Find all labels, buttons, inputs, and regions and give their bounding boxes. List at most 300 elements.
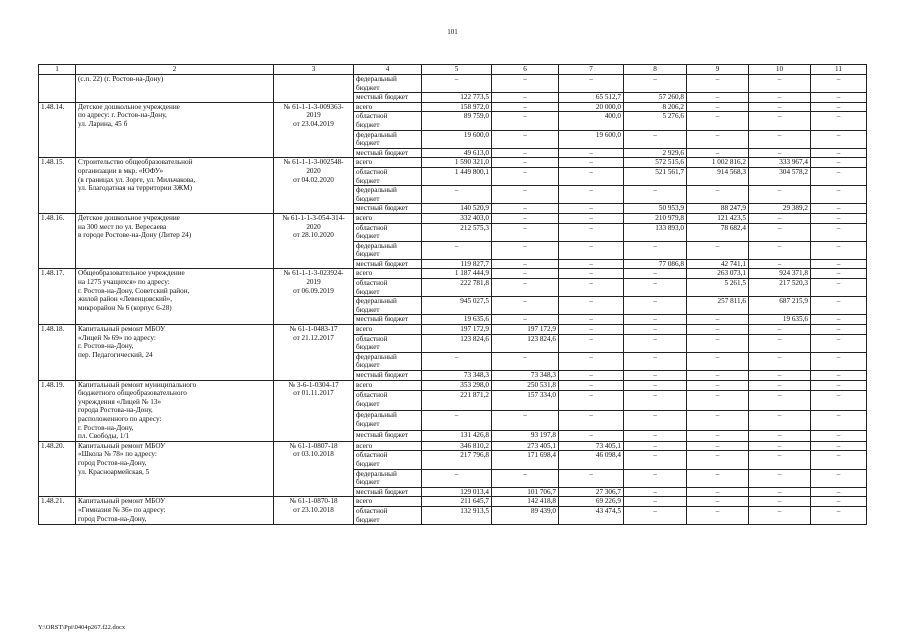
amount-cell: 88 247,9 <box>687 204 749 214</box>
amount-cell: – <box>811 297 867 315</box>
amount-cell: 49 613,0 <box>422 148 492 158</box>
amount-cell: – <box>749 325 811 335</box>
amount-cell: 77 086,8 <box>624 259 687 269</box>
funding-source-line: местный бюджет <box>356 371 409 379</box>
item-code: 1.48.21. <box>39 497 76 525</box>
amount-cell: 1 590 321,0 <box>422 158 492 168</box>
amount-cell: – <box>749 75 811 93</box>
amount-cell: – <box>624 269 687 279</box>
amount-cell: – <box>492 241 559 259</box>
amount-cell: – <box>559 411 624 431</box>
amount-cell: 42 741,1 <box>687 259 749 269</box>
amount-cell: – <box>422 75 492 93</box>
amount-cell: – <box>492 158 559 168</box>
amount-cell: 197 172,9 <box>492 325 559 335</box>
amount-cell: – <box>687 325 749 335</box>
amount-cell: 69 226,9 <box>559 497 624 507</box>
funding-source <box>354 148 422 158</box>
expertise-conclusion-line: № 61-1-1-3-054-314- <box>282 213 345 222</box>
object-name-line: (с.п. 22) (г. Ростов-на-Дону) <box>78 75 164 83</box>
amount-cell: – <box>559 380 624 391</box>
amount-cell: – <box>687 497 749 507</box>
funding-source <box>354 75 422 93</box>
funding-source-line: местный бюджет <box>356 204 409 213</box>
object-name-line: на 1275 учащихся» по адресу: <box>78 278 170 287</box>
funding-source-line: местный бюджет <box>356 148 409 157</box>
object-name-line: учреждения «Лицей № 13» <box>78 397 162 406</box>
funding-source-line: всего <box>356 441 373 450</box>
amount-cell: – <box>624 469 687 487</box>
amount-cell: 19 635,6 <box>422 315 492 325</box>
amount-cell: 19 600,0 <box>422 130 492 148</box>
amount-cell: – <box>749 148 811 158</box>
table-row <box>39 158 867 168</box>
amount-cell: – <box>624 315 687 325</box>
amount-cell: – <box>811 497 867 507</box>
object-name-line: на 300 мест по ул. Вересаева <box>78 222 167 231</box>
amount-cell: 257 811,6 <box>687 297 749 315</box>
expertise-conclusion-line: 2020 <box>306 222 321 231</box>
amount-cell: – <box>559 334 624 352</box>
amount-cell: 27 306,7 <box>559 487 624 497</box>
funding-source <box>354 186 422 204</box>
expertise-conclusion-line: от 01.11.2017 <box>293 389 334 398</box>
funding-source <box>354 213 422 223</box>
table-row <box>39 380 867 391</box>
amount-cell: – <box>811 223 867 241</box>
amount-cell: – <box>559 241 624 259</box>
object-name-line: ул. Благодатная на территории ЗЖМ) <box>78 184 193 193</box>
funding-source-line: областной <box>356 223 388 232</box>
funding-source-line: федеральный <box>356 469 397 478</box>
amount-cell: – <box>749 441 811 451</box>
object-name-line: Детское дошкольное учреждение <box>78 213 180 222</box>
amount-cell: – <box>811 411 867 431</box>
amount-cell: – <box>492 93 559 103</box>
amount-cell: – <box>811 487 867 497</box>
object-name-line: Общеобразовательное учреждение <box>78 269 185 278</box>
amount-cell: 171 698,4 <box>492 451 559 469</box>
column-number: 9 <box>687 65 749 75</box>
amount-cell: – <box>492 223 559 241</box>
amount-cell: – <box>492 75 559 93</box>
amount-cell: 8 206,2 <box>624 102 687 112</box>
amount-cell: – <box>687 431 749 442</box>
column-number: 11 <box>811 65 867 75</box>
funding-source-line: бюджет <box>356 361 380 370</box>
funding-source-line: местный бюджет <box>356 315 409 324</box>
object-name-line: бюджетного общеобразовательного <box>78 389 187 398</box>
amount-cell: – <box>811 148 867 158</box>
item-code: 1.48.16. <box>39 213 76 269</box>
amount-cell: – <box>624 352 687 370</box>
amount-cell: – <box>811 167 867 185</box>
expertise-conclusion-line: 2019 <box>306 278 321 287</box>
amount-cell: – <box>687 441 749 451</box>
amount-cell: – <box>749 451 811 469</box>
amount-cell: – <box>749 213 811 223</box>
column-number: 3 <box>274 65 354 75</box>
amount-cell: – <box>624 497 687 507</box>
funding-source-line: федеральный <box>356 130 397 139</box>
amount-cell: – <box>811 334 867 352</box>
funding-source-line: областной <box>356 451 388 460</box>
amount-cell: 1 449 800,1 <box>422 167 492 185</box>
amount-cell: 73 405,1 <box>559 441 624 451</box>
amount-cell: – <box>811 506 867 524</box>
amount-cell: – <box>749 223 811 241</box>
amount-cell: – <box>749 112 811 130</box>
amount-cell: 5 276,6 <box>624 112 687 130</box>
funding-source-line: бюджет <box>356 250 380 259</box>
amount-cell: 945 027,5 <box>422 297 492 315</box>
column-number: 4 <box>354 65 422 75</box>
funding-source-line: всего <box>356 325 373 334</box>
funding-source-line: местный бюджет <box>356 93 409 102</box>
amount-cell: 572 515,6 <box>624 158 687 168</box>
funding-source-line: областной <box>356 334 388 343</box>
amount-cell: 46 098,4 <box>559 451 624 469</box>
amount-cell: 89 439,0 <box>492 506 559 524</box>
amount-cell: – <box>811 441 867 451</box>
amount-cell: 140 520,9 <box>422 204 492 214</box>
amount-cell: 93 197,8 <box>492 431 559 442</box>
amount-cell: – <box>422 241 492 259</box>
amount-cell: – <box>559 371 624 381</box>
funding-source <box>354 315 422 325</box>
budget-table <box>38 64 867 525</box>
item-code <box>39 75 76 103</box>
amount-cell: 19 635,6 <box>749 315 811 325</box>
funding-source-line: бюджет <box>356 232 380 241</box>
amount-cell: – <box>811 371 867 381</box>
object-name-line: Строительство общеобразовательной <box>78 158 193 167</box>
expertise-conclusion <box>274 158 354 214</box>
funding-source-line: всего <box>356 213 373 222</box>
object-name-line: пер. Педагогический, 24 <box>78 350 153 359</box>
funding-source <box>354 223 422 241</box>
amount-cell: – <box>687 469 749 487</box>
expertise-conclusion <box>274 380 354 441</box>
item-code: 1.48.20. <box>39 441 76 497</box>
funding-source <box>354 391 422 411</box>
table-row <box>39 497 867 507</box>
funding-source <box>354 102 422 112</box>
object-name <box>76 102 274 158</box>
amount-cell: 1 002 816,2 <box>687 158 749 168</box>
amount-cell: – <box>811 93 867 103</box>
amount-cell: – <box>749 352 811 370</box>
funding-source-line: федеральный <box>356 186 397 195</box>
amount-cell: 142 418,8 <box>492 497 559 507</box>
amount-cell: – <box>559 352 624 370</box>
amount-cell: – <box>811 431 867 442</box>
amount-cell: – <box>811 315 867 325</box>
amount-cell: – <box>687 186 749 204</box>
amount-cell: 121 423,5 <box>687 213 749 223</box>
amount-cell: – <box>687 112 749 130</box>
expertise-conclusion-line: № 61-1-1-3-009363- <box>283 102 344 111</box>
funding-source-line: бюджет <box>356 120 380 129</box>
item-code: 1.48.19. <box>39 380 76 441</box>
table-body <box>39 75 867 525</box>
amount-cell: – <box>492 213 559 223</box>
amount-cell: – <box>811 158 867 168</box>
amount-cell: – <box>687 380 749 391</box>
funding-source <box>354 204 422 214</box>
amount-cell: – <box>687 411 749 431</box>
amount-cell: – <box>811 112 867 130</box>
object-name-line: г. Ростов-на-Дону, <box>78 342 134 351</box>
amount-cell: – <box>492 469 559 487</box>
funding-source-line: всего <box>356 497 373 506</box>
object-name-line: в городе Ростове-на-Дону (Литер 24) <box>78 231 192 240</box>
amount-cell: – <box>492 112 559 130</box>
funding-source-line: бюджет <box>356 515 380 524</box>
expertise-conclusion <box>274 75 354 103</box>
object-name <box>76 325 274 381</box>
object-name-line: расположенного по адресу: <box>78 414 162 423</box>
column-number: 2 <box>76 65 274 75</box>
amount-cell: – <box>687 487 749 497</box>
funding-source-line: федеральный <box>356 241 397 250</box>
object-name-line: «Лицей № 69» по адресу: <box>78 333 156 342</box>
funding-source <box>354 506 422 524</box>
funding-source <box>354 325 422 335</box>
amount-cell: – <box>559 297 624 315</box>
amount-cell: – <box>749 497 811 507</box>
expertise-conclusion <box>274 269 354 325</box>
amount-cell: 217 796,8 <box>422 451 492 469</box>
amount-cell: – <box>749 469 811 487</box>
amount-cell: – <box>624 241 687 259</box>
expertise-conclusion-line: от 04.02.2020 <box>293 175 334 184</box>
amount-cell: – <box>749 487 811 497</box>
amount-cell: – <box>559 75 624 93</box>
amount-cell: 5 261,5 <box>687 279 749 297</box>
table-row <box>39 269 867 279</box>
expertise-conclusion-line: от 28.10.2020 <box>293 231 334 240</box>
amount-cell: 346 810,2 <box>422 441 492 451</box>
funding-source-line: бюджет <box>356 139 380 148</box>
amount-cell: – <box>624 297 687 315</box>
amount-cell: 123 824,6 <box>492 334 559 352</box>
amount-cell: – <box>492 315 559 325</box>
amount-cell: 353 298,0 <box>422 380 492 391</box>
column-number: 1 <box>39 65 76 75</box>
amount-cell: – <box>624 334 687 352</box>
object-name <box>76 497 274 525</box>
funding-source-line: бюджет <box>356 83 380 92</box>
object-name-line: жилой район «Левенцовский», <box>78 295 173 304</box>
funding-source <box>354 158 422 168</box>
amount-cell: – <box>422 186 492 204</box>
item-code: 1.48.14. <box>39 102 76 158</box>
expertise-conclusion-line: от 23.10.2018 <box>293 505 334 514</box>
object-name-line: ул. Ларина, 45 б <box>78 119 128 128</box>
object-name-line: города Ростова-на-Дону, <box>78 406 153 415</box>
amount-cell: – <box>811 186 867 204</box>
amount-cell: – <box>749 93 811 103</box>
funding-source <box>354 487 422 497</box>
amount-cell: – <box>492 148 559 158</box>
amount-cell: – <box>492 167 559 185</box>
object-name <box>76 380 274 441</box>
expertise-conclusion <box>274 441 354 497</box>
expertise-conclusion <box>274 102 354 158</box>
funding-source-line: бюджет <box>356 194 380 203</box>
amount-cell: 65 512,7 <box>559 93 624 103</box>
amount-cell: 78 682,4 <box>687 223 749 241</box>
amount-cell: – <box>687 241 749 259</box>
funding-source-line: бюджет <box>356 287 380 296</box>
amount-cell: – <box>492 411 559 431</box>
amount-cell: – <box>811 380 867 391</box>
amount-cell: 20 000,0 <box>559 102 624 112</box>
amount-cell: – <box>687 75 749 93</box>
funding-source-line: местный бюджет <box>356 487 409 496</box>
amount-cell: – <box>811 325 867 335</box>
amount-cell: – <box>422 411 492 431</box>
page-number: 101 <box>447 28 458 36</box>
amount-cell: 304 578,2 <box>749 167 811 185</box>
amount-cell: 273 405,1 <box>492 441 559 451</box>
object-name-line: Капитальный ремонт муниципального <box>78 380 197 389</box>
item-code: 1.48.15. <box>39 158 76 214</box>
amount-cell: – <box>811 391 867 411</box>
amount-cell: – <box>687 391 749 411</box>
amount-cell: 217 520,3 <box>749 279 811 297</box>
table-row <box>39 441 867 451</box>
object-name-line: «Гимназия № 36» по адресу: <box>78 505 166 514</box>
object-name-line: город Ростов-на-Дону, <box>78 514 147 523</box>
amount-cell: – <box>749 391 811 411</box>
amount-cell: – <box>559 223 624 241</box>
amount-cell: – <box>559 148 624 158</box>
object-name-line: по адресу: г. Ростов-на-Дону, <box>78 111 167 120</box>
column-number: 8 <box>624 65 687 75</box>
amount-cell: – <box>559 469 624 487</box>
amount-cell: 924 371,8 <box>749 269 811 279</box>
item-code: 1.48.17. <box>39 269 76 325</box>
amount-cell: – <box>624 75 687 93</box>
expertise-conclusion-line: от 23.04.2019 <box>293 119 334 128</box>
amount-cell: – <box>559 431 624 442</box>
amount-cell: – <box>749 241 811 259</box>
table-row <box>39 213 867 223</box>
amount-cell: – <box>687 352 749 370</box>
amount-cell: – <box>624 451 687 469</box>
funding-source-line: бюджет <box>356 419 380 428</box>
funding-source-line: всего <box>356 158 373 167</box>
amount-cell: – <box>749 130 811 148</box>
object-name-line: город Ростов-на-Дону, <box>78 458 147 467</box>
object-name-line: Капитальный ремонт МБОУ <box>78 497 166 506</box>
amount-cell: 131 426,8 <box>422 431 492 442</box>
amount-cell: 222 781,8 <box>422 279 492 297</box>
funding-source-line: федеральный <box>356 297 397 306</box>
amount-cell: – <box>624 130 687 148</box>
amount-cell: 197 172,9 <box>422 325 492 335</box>
funding-source-line: областной <box>356 112 388 121</box>
amount-cell: – <box>749 506 811 524</box>
object-name <box>76 441 274 497</box>
expertise-conclusion-line: № 3-6-1-0304-17 <box>288 380 339 389</box>
funding-source <box>354 297 422 315</box>
amount-cell: – <box>559 325 624 335</box>
funding-source <box>354 380 422 391</box>
amount-cell: – <box>687 451 749 469</box>
funding-source <box>354 269 422 279</box>
amount-cell: – <box>811 259 867 269</box>
amount-cell: 122 773,5 <box>422 93 492 103</box>
funding-source <box>354 93 422 103</box>
funding-source <box>354 469 422 487</box>
amount-cell: 914 568,3 <box>687 167 749 185</box>
funding-source <box>354 497 422 507</box>
amount-cell: 521 561,7 <box>624 167 687 185</box>
table-row <box>39 75 867 93</box>
object-name <box>76 75 274 103</box>
funding-source-line: областной <box>356 279 388 288</box>
amount-cell: 2 929,6 <box>624 148 687 158</box>
funding-source-line: областной <box>356 167 388 176</box>
amount-cell: – <box>422 352 492 370</box>
amount-cell: 400,0 <box>559 112 624 130</box>
amount-cell: – <box>559 186 624 204</box>
amount-cell: – <box>811 204 867 214</box>
column-number: 5 <box>422 65 492 75</box>
funding-source-line: бюджет <box>356 343 380 352</box>
amount-cell: – <box>749 371 811 381</box>
amount-cell: – <box>749 411 811 431</box>
object-name-line: ул. Красноармейская, 5 <box>78 467 150 476</box>
expertise-conclusion <box>274 325 354 381</box>
funding-source-line: всего <box>356 269 373 278</box>
funding-source <box>354 431 422 442</box>
amount-cell: 50 953,9 <box>624 204 687 214</box>
amount-cell: – <box>559 391 624 411</box>
funding-source-line: бюджет <box>356 478 380 487</box>
amount-cell: 221 871,2 <box>422 391 492 411</box>
amount-cell: 210 979,8 <box>624 213 687 223</box>
funding-source <box>354 130 422 148</box>
amount-cell: – <box>811 130 867 148</box>
funding-source <box>354 441 422 451</box>
amount-cell: – <box>749 102 811 112</box>
expertise-conclusion-line: № 61-1-0483-17 <box>289 325 338 334</box>
amount-cell: 263 073,1 <box>687 269 749 279</box>
column-number: 7 <box>559 65 624 75</box>
amount-cell: – <box>559 315 624 325</box>
amount-cell: – <box>811 269 867 279</box>
amount-cell: – <box>687 148 749 158</box>
object-name-line: (в границах ул. Зорге, ул. Мильчакова, <box>78 175 196 184</box>
amount-cell: – <box>811 75 867 93</box>
column-number: 10 <box>749 65 811 75</box>
amount-cell: – <box>422 469 492 487</box>
expertise-conclusion-line: от 06.09.2019 <box>293 286 334 295</box>
amount-cell: – <box>492 269 559 279</box>
object-name-line: Детское дошкольное учреждение <box>78 102 180 111</box>
expertise-conclusion-line: от 21.12.2017 <box>293 333 334 342</box>
amount-cell: 119 827,7 <box>422 259 492 269</box>
expertise-conclusion-line: № 61-1-0870-18 <box>289 497 338 506</box>
amount-cell: – <box>811 241 867 259</box>
amount-cell: – <box>811 102 867 112</box>
amount-cell: 211 645,7 <box>422 497 492 507</box>
expertise-conclusion <box>274 497 354 525</box>
